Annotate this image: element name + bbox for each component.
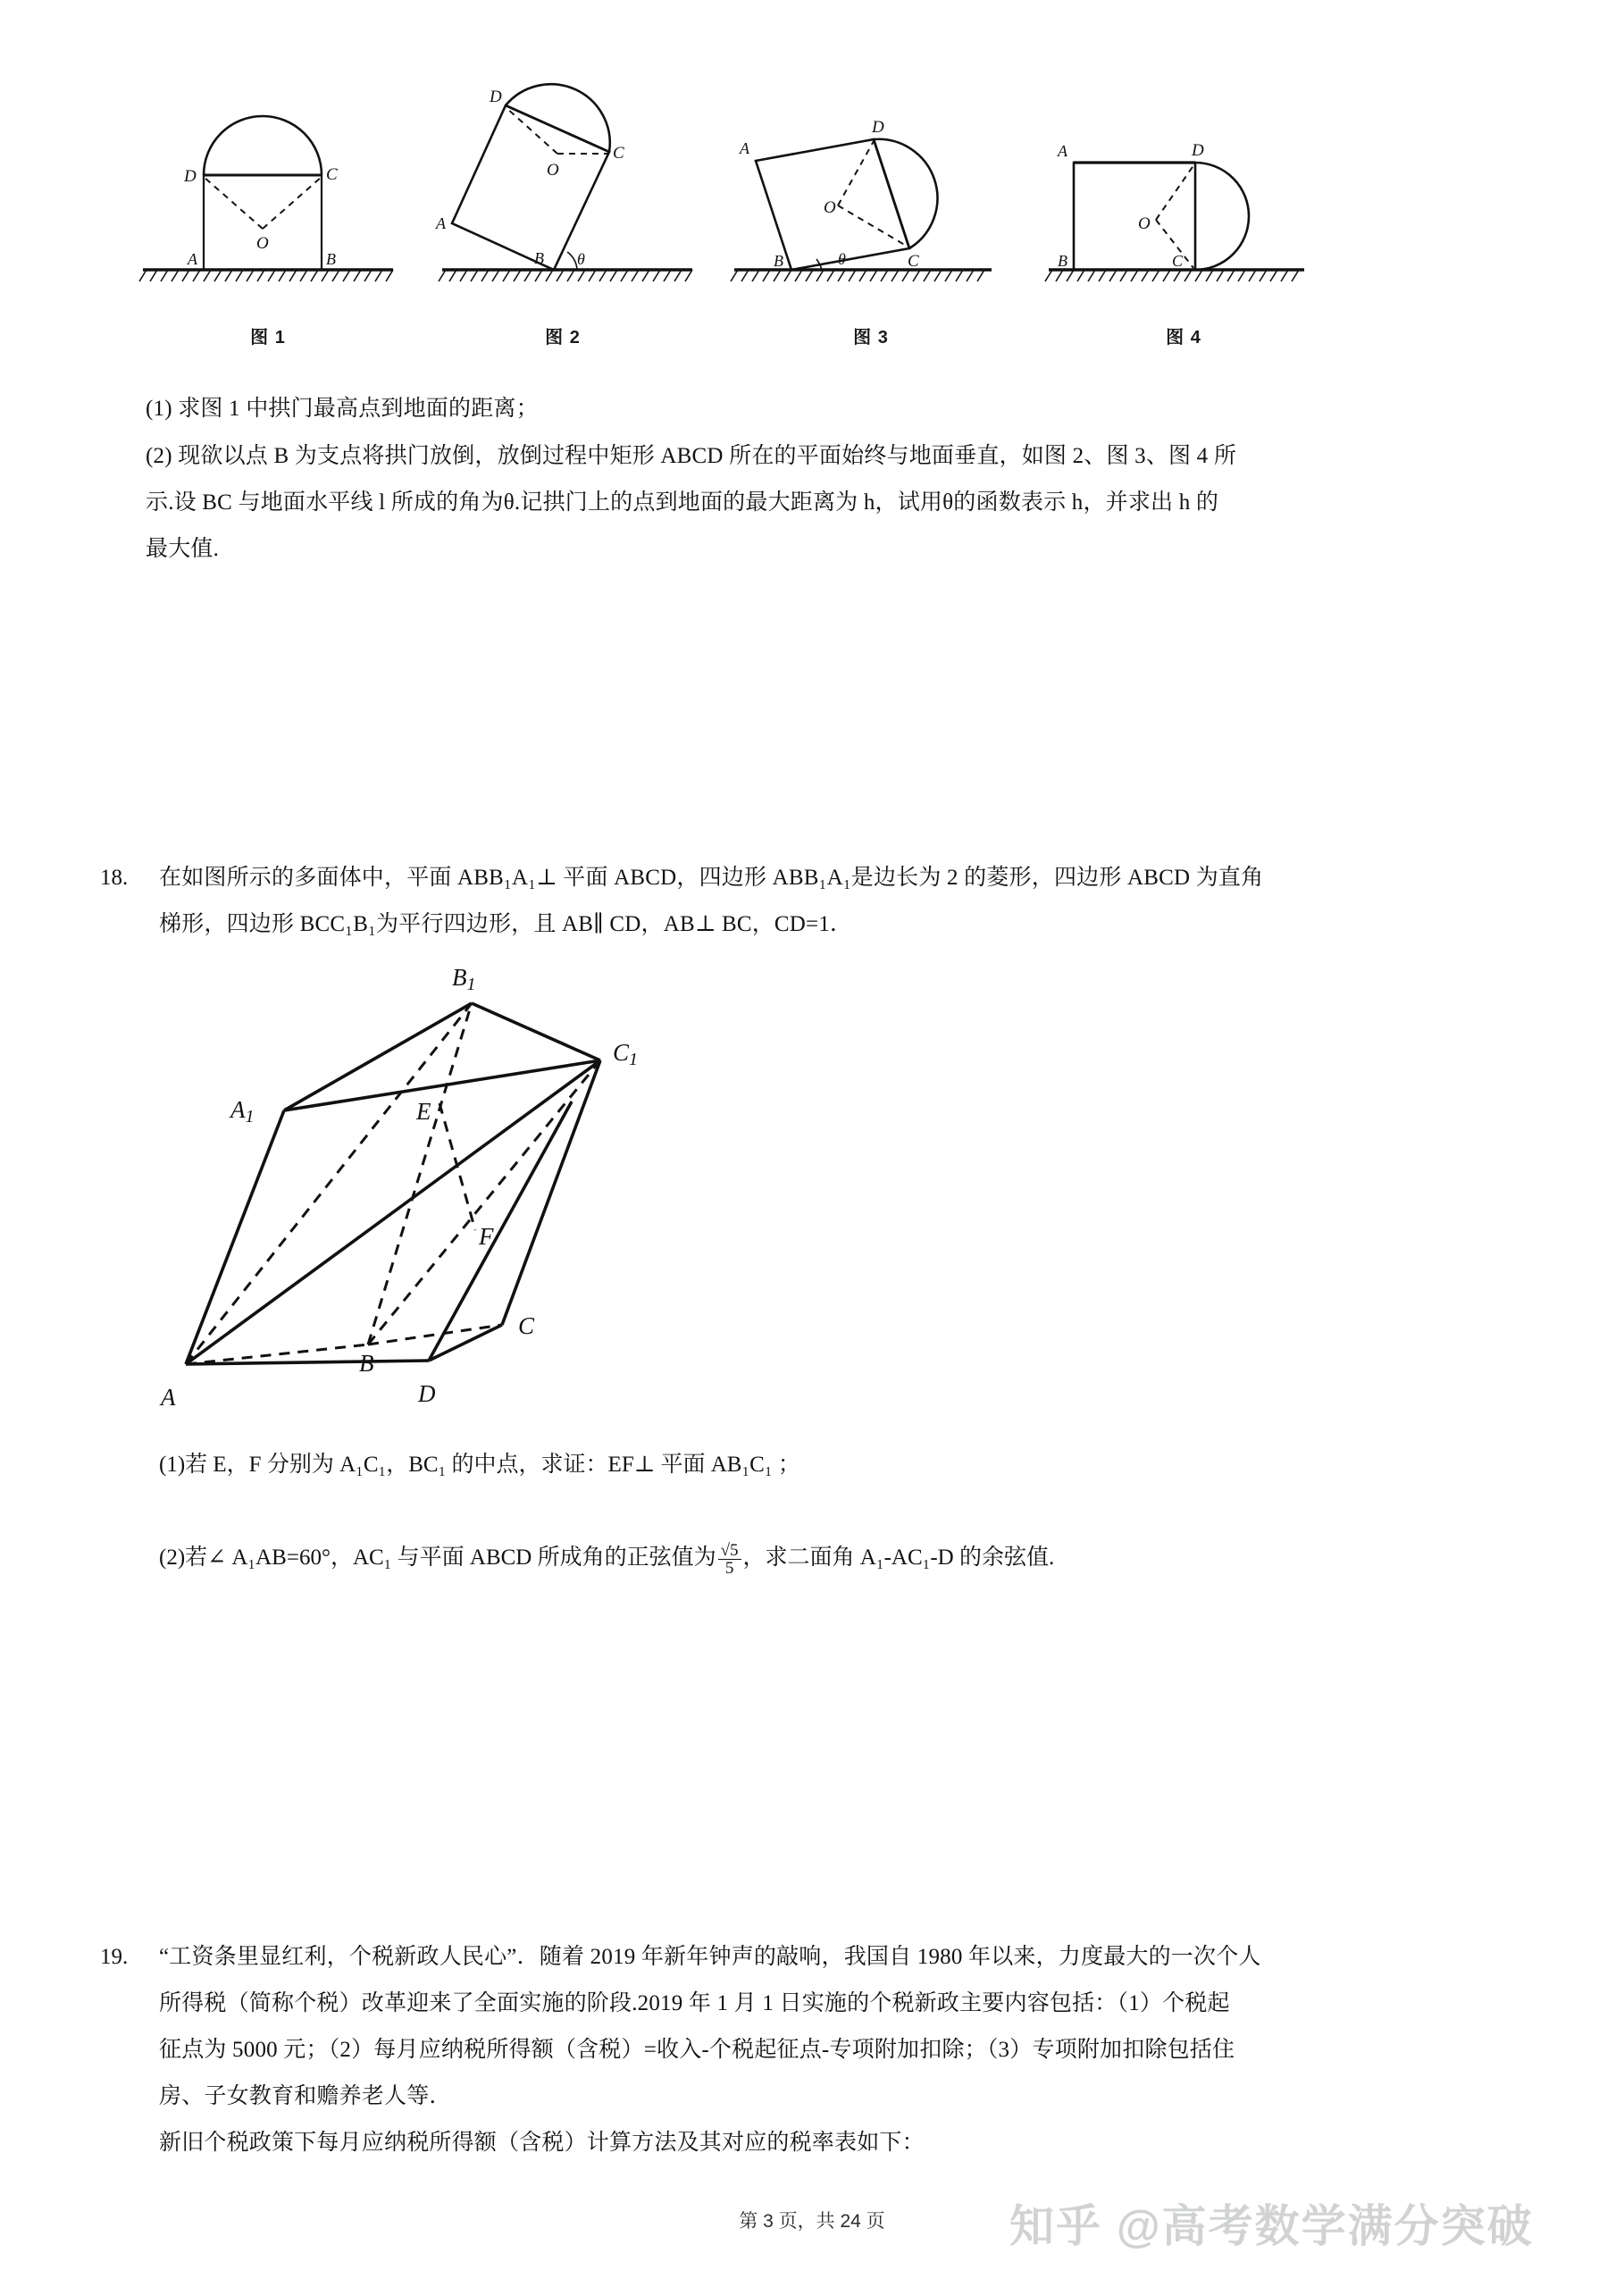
- figure-2-label-O: O: [547, 161, 559, 180]
- figure-1-label-B: B: [326, 250, 336, 268]
- q18-line2: 梯形，四边形 BCC₁B₁为平行四边形，且 AB∥ CD，AB⊥ BC，CD=1．: [159, 912, 853, 936]
- solid-label-C: C: [518, 1312, 535, 1339]
- figure-2-label-A: A: [436, 214, 446, 232]
- figure-1: [134, 54, 402, 348]
- figure-4-label-A: A: [1058, 142, 1067, 160]
- figure-3-label-C: C: [908, 252, 919, 271]
- figure-2: [420, 54, 706, 348]
- figure-3-drawing: [724, 54, 1018, 313]
- solid-label-B1: B1: [452, 964, 476, 994]
- solid-label-A1: A1: [230, 1096, 255, 1127]
- solid-label-B: B: [359, 1350, 374, 1377]
- q18-sub2-fraction-denominator: 5: [724, 1559, 734, 1579]
- q19-number: 19.: [100, 1945, 129, 1969]
- figure-3-label-D: D: [872, 118, 884, 137]
- figure-2-drawing: [420, 54, 706, 313]
- figure-1-label-O: O: [256, 234, 269, 253]
- q18-solid-drawing: [134, 960, 706, 1425]
- figure-3-label-O: O: [824, 198, 836, 217]
- q19-line2: 所得税（简称个税）改革迎来了全面实施的阶段.2019 年 1 月 1 日实施的个税新政主要内容包括：（1）个税起: [159, 1991, 1230, 2015]
- figure-1-drawing: [134, 54, 402, 313]
- page-footer: 第 3 页，共 24 页: [739, 2211, 885, 2232]
- q18-sub2-text-a: (2)若∠ A₁AB=60°，AC₁ 与平面 ABCD 所成角的正弦值为: [159, 1546, 716, 1570]
- figure-1-label-C: C: [326, 165, 338, 184]
- q19-line3: 征点为 5000 元；（2）每月应纳税所得额（含税）=收入-个税起征点-专项附加扣除；（3）专项附加扣除包括住: [159, 2038, 1235, 2062]
- figure-4-label-O: O: [1138, 214, 1151, 233]
- q19-line1: “工资条里显红利，个税新政人民心”．随着 2019 年新年钟声的敲响，我国自 1980 年以来，力度最大的一次个人: [159, 1945, 1261, 1969]
- q18-number: 18.: [100, 866, 129, 890]
- solid-label-A: A: [161, 1384, 176, 1411]
- q18-sub1: (1)若 E，F 分别为 A₁C₁，BC₁ 的中点，求证：EF⊥ 平面 AB₁C₁ ；: [159, 1453, 800, 1477]
- solid-label-C1: C1: [613, 1039, 639, 1069]
- figure-3-label-B: B: [774, 252, 783, 270]
- q19-line5: 新旧个税政策下每月应纳税所得额（含税）计算方法及其对应的税率表如下：: [159, 2131, 925, 2155]
- figure-1-label-A: A: [188, 250, 197, 268]
- figure-3: [724, 54, 1018, 348]
- figure-strip: [134, 54, 1331, 348]
- figure-1-label-D: D: [184, 167, 197, 186]
- q18-solid-figure: [134, 960, 706, 1425]
- figure-3-caption: 图 3: [853, 328, 889, 348]
- q18-sub2-text-b: ，求二面角 A₁-AC₁-D 的余弦值.: [742, 1546, 1055, 1570]
- q17-part2-line2: 示.设 BC 与地面水平线 l 所成的角为θ.记拱门上的点到地面的最大距离为 h，试用θ的函数表示 h，并求出 h 的: [146, 490, 1219, 515]
- q18-line1: 在如图所示的多面体中，平面 ABB₁A₁⊥ 平面 ABCD，四边形 ABB₁A₁是边长为 2 的菱形，四边形 ABCD 为直角: [159, 866, 1264, 890]
- figure-4-label-D: D: [1192, 141, 1204, 160]
- figure-4-caption: 图 4: [1166, 328, 1201, 348]
- q17-part2-line1: (2) 现欲以点 B 为支点将拱门放倒，放倒过程中矩形 ABCD 所在的平面始终与地面垂直，如图 2、图 3、图 4 所: [146, 444, 1237, 468]
- figure-3-label-A: A: [740, 139, 749, 157]
- figure-2-label-theta: θ: [577, 250, 585, 268]
- q17-part2-line3: 最大值.: [146, 537, 220, 561]
- figure-4-label-C: C: [1172, 252, 1184, 270]
- figure-4: [1036, 54, 1331, 348]
- q18-sub2-fraction: [718, 1542, 741, 1579]
- figure-2-label-C: C: [613, 144, 624, 163]
- solid-label-E: E: [416, 1098, 431, 1125]
- figure-2-label-D: D: [490, 88, 502, 106]
- figure-4-drawing: [1036, 54, 1331, 313]
- q18-sub2: [159, 1538, 1499, 1578]
- figure-1-caption: 图 1: [250, 328, 286, 348]
- figure-2-caption: 图 2: [545, 328, 581, 348]
- figure-3-label-theta: θ: [838, 250, 846, 268]
- solid-label-F: F: [479, 1223, 494, 1250]
- solid-label-D: D: [418, 1380, 436, 1407]
- figure-2-label-B: B: [534, 249, 544, 267]
- watermark: 知乎 @高考数学满分突破: [1009, 2201, 1534, 2251]
- q18-sub2-fraction-numerator: √5: [718, 1542, 741, 1561]
- q19-line4: 房、子女教育和赡养老人等．: [159, 2084, 452, 2108]
- figure-4-label-B: B: [1058, 252, 1067, 270]
- q17-part1: (1) 求图 1 中拱门最高点到地面的距离；: [146, 397, 539, 421]
